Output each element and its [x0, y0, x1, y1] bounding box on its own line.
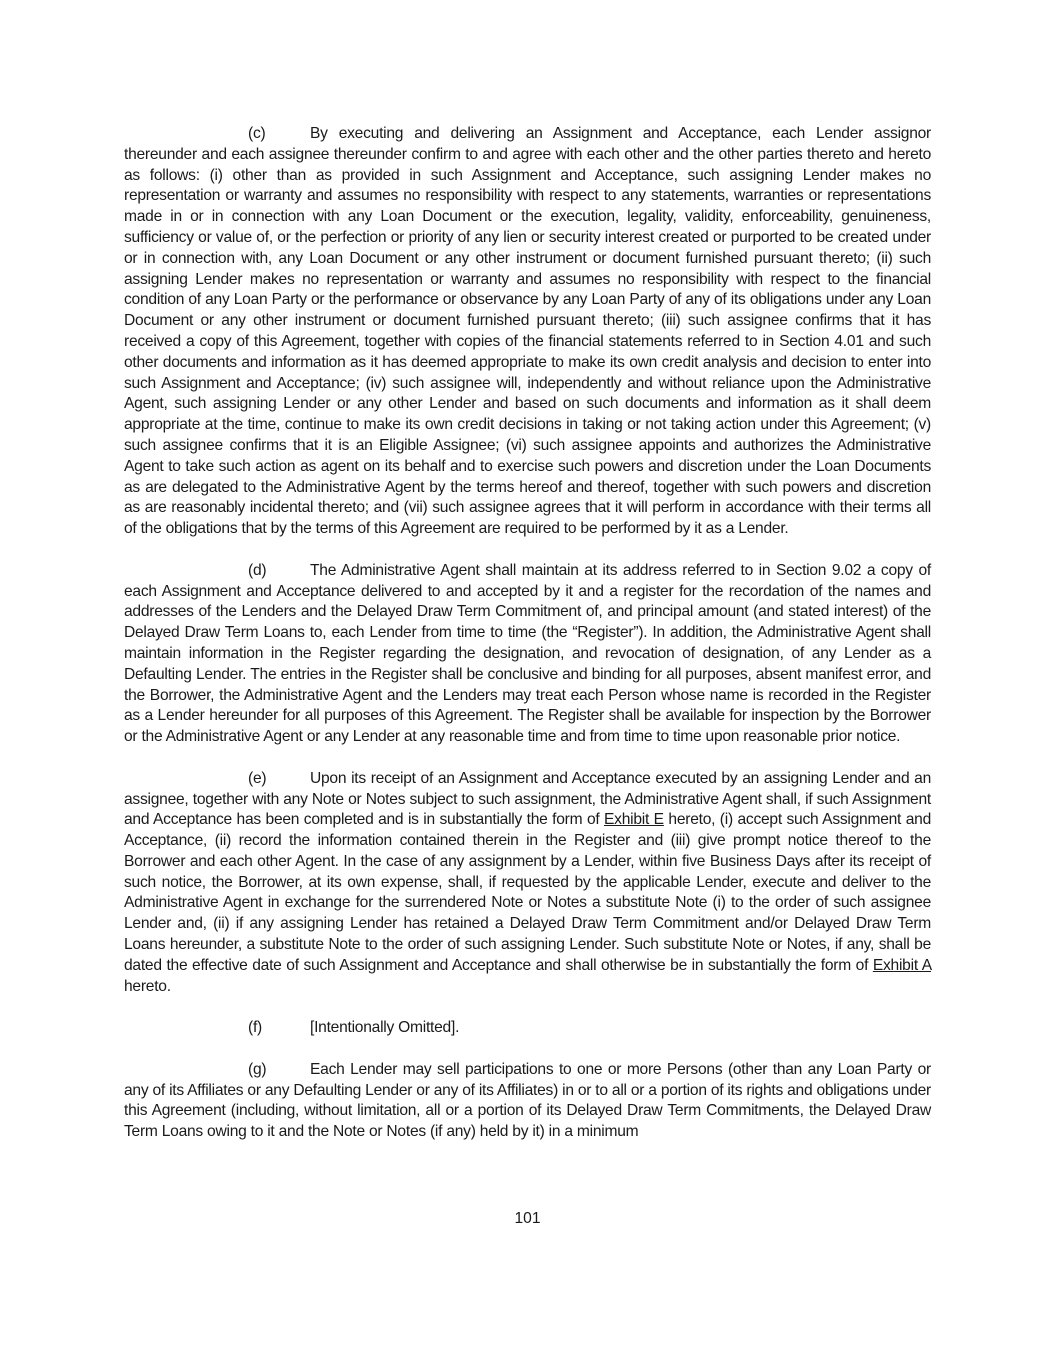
exhibit-a-reference: Exhibit A: [872, 956, 931, 974]
paragraph-e-label: (e): [248, 769, 267, 787]
paragraph-e-text-1: Upon its receipt of an Assignment and Acceptance executed by an assigning Lender and an assignee, together with any Note or Notes subject to such assignment, the Administrative Agent shall, if such Assignment and Acceptance has been completed and is in substantially the form of: [124, 769, 931, 829]
paragraph-d: [124, 561, 931, 748]
paragraph-f-text: [Intentionally Omitted].: [310, 1019, 460, 1037]
paragraph-c-text: By executing and delivering an Assignment and Acceptance, each Lender assignor thereunder and each assignee thereunder confirm to and agree with each other and the other parties thereto and hereto as follows: (i) other than as provided in such Assignment and Acceptance, such assigning Lender makes no representation or warranty and assumes no responsibility with respect to any statements, warranties or representations made in or in connection with any Loan Document or the execution, legality, validity, enforceability, genuineness, sufficiency or value of, or the perfection or priority of any lien or security interest created or purported to be created under or in connection with, any Loan Document or any other instrument or document furnished pursuant thereto; (ii) such assigning Lender makes no representation or warranty and assumes no responsibility with respect to the financial condition of any Loan Party or the performance or observance by any Loan Party of any of its obligations under any Loan Document or any other instrument or document furnished pursuant thereto; (iii) such assignee confirms that it has received a copy of this Agreement, together with copies of the financial statements referred to in Section 4.01 and such other documents and information as it has deemed appropriate to make its own credit analysis and decision to enter into such Assignment and Acceptance; (iv) such assignee will, independently and without reliance upon the Administrative Agent, such assigning Lender or any other Lender and based on such documents and information as it shall deem appropriate at the time, continue to make its own credit decisions in taking or not taking action under this Agreement; (v) such assignee confirms that it is an Eligible Assignee; (vi) such assignee appoints and authorizes the Administrative Agent to take such action as agent on its behalf and to exercise such powers and discretion under the Loan Documents as are delegated to the Administrative Agent by the terms hereof and thereof, together with such powers and discretion as are reasonably incidental thereto; and (vii) such assignee agrees that it will perform in accordance with their terms all of the obligations that by the terms of this Agreement are required to be performed by it as a Lender.: [124, 125, 931, 538]
paragraph-f-label: (f): [248, 1019, 262, 1037]
paragraph-f: [124, 1018, 931, 1039]
paragraph-g-text: Each Lender may sell participations to one or more Persons (other than any Loan Party or any of its Affiliates or any Defaulting Lender or any of its Affiliates) in or to all or a portion of its rights and obligations under this Agreement (including, without limitation, all or a portion of its Delayed Draw Term Commitments, the Delayed Draw Term Loans owing to it and the Note or Notes (if any) held by it) in a minimum: [124, 1060, 931, 1141]
paragraph-d-label: (d): [248, 561, 267, 579]
paragraph-e-text-3: hereto.: [124, 977, 171, 995]
paragraph-c-label: (c): [248, 125, 266, 142]
paragraph-e: [124, 769, 931, 998]
paragraph-d-text: The Administrative Agent shall maintain at its address referred to in Section 9.02 a copy of each Assignment and Acceptance delivered to and accepted by it and a register for the recordation of the names and addresses of the Lenders and the Delayed Draw Term Commitment of, and principal amount (and stated interest) of the Delayed Draw Term Loans to, each Lender from time to time (the “Register”). In addition, the Administrative Agent shall maintain information in the Register regarding the designation, and revocation of designation, of any Lender as a Defaulting Lender. The entries in the Register shall be conclusive and binding for all purposes, absent manifest error, and the Borrower, the Administrative Agent and the Lenders may treat each Person whose name is recorded in the Register as a Lender hereunder for all purposes of this Agreement. The Register shall be available for inspection by the Borrower or the Administrative Agent or any Lender at any reasonable time and from time to time upon reasonable prior notice.: [124, 561, 931, 746]
paragraph-g-label: (g): [248, 1060, 267, 1078]
paragraph-g: [124, 1060, 931, 1143]
paragraph-e-text-2: hereto, (i) accept such Assignment and Acceptance, (ii) record the information contained therein in the Register and (iii) give prompt notice thereof to the Borrower and each other Agent. In the case of any assignment by a Lender, within five Business Days after its receipt of such notice, the Borrower, at its own expense, shall, if requested by the applicable Lender, execute and deliver to the Administrative Agent in exchange for the surrendered Note or Notes a substitute Note (i) to the order of such assignee Lender and, (ii) if any assigning Lender has retained a Delayed Draw Term Commitment and/or Delayed Draw Term Loans hereunder, a substitute Note to the order of such assigning Lender. Such substitute Note or Notes, if any, shall be dated the effective date of such Assignment and Acceptance and shall otherwise be in substantially the form of: [124, 811, 931, 974]
page-number: 101: [514, 1210, 541, 1227]
paragraph-c: [124, 124, 931, 540]
exhibit-e-reference: Exhibit E: [604, 811, 664, 829]
document-body: [124, 124, 931, 1164]
